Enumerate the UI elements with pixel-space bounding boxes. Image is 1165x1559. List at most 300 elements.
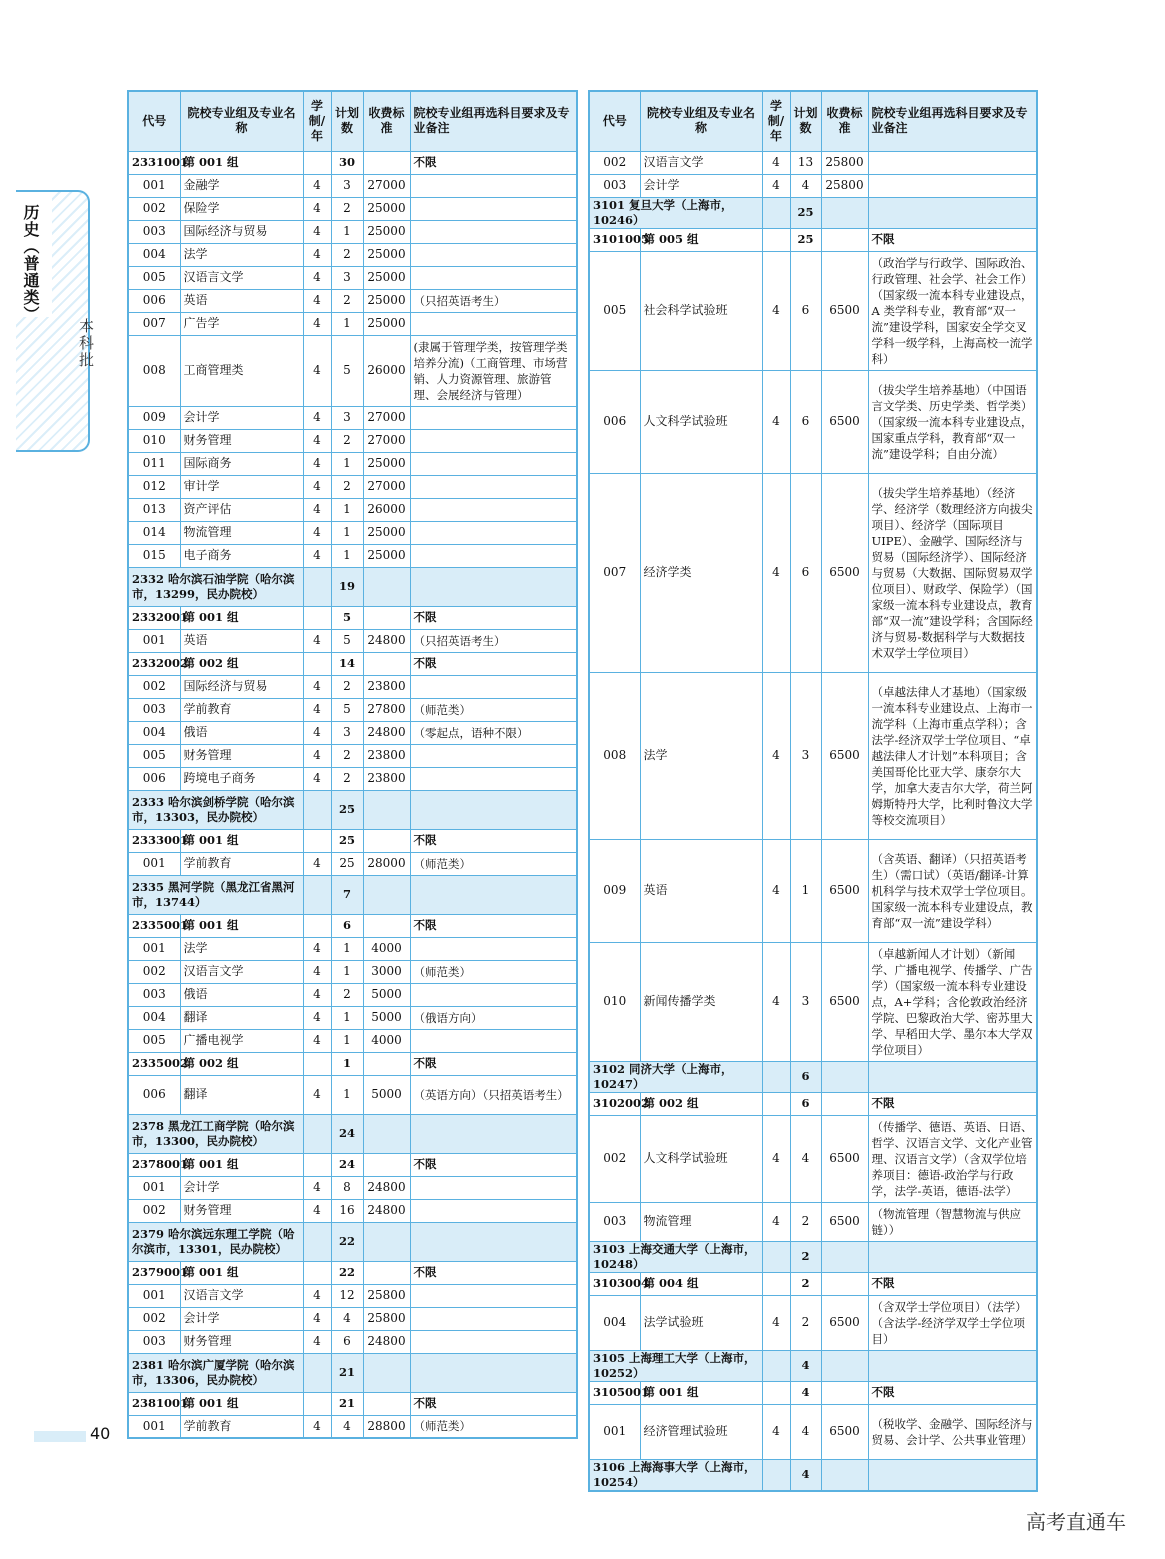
remarks-cell — [410, 1114, 577, 1153]
school-name: 3106 上海海事大学（上海市，10254） — [589, 1459, 762, 1491]
plan-count: 4 — [790, 174, 821, 197]
major-years: 4 — [762, 370, 790, 473]
major-name: 工商管理类 — [180, 335, 303, 406]
group-code: 3102002 — [589, 1092, 640, 1115]
tuition-fee: 6500 — [821, 1404, 868, 1459]
tuition-fee: 6500 — [821, 251, 868, 370]
major-row — [128, 744, 577, 767]
school-row — [128, 1114, 577, 1153]
major-years: 4 — [303, 1199, 331, 1222]
major-code: 009 — [128, 406, 180, 429]
years-cell — [303, 1052, 331, 1075]
major-name: 会计学 — [640, 174, 762, 197]
major-code: 011 — [128, 452, 180, 475]
major-code: 002 — [128, 197, 180, 220]
major-row — [128, 289, 577, 312]
major-remarks — [410, 429, 577, 452]
major-code: 003 — [128, 1330, 180, 1353]
major-name: 英语 — [180, 289, 303, 312]
plan-count: 19 — [331, 567, 363, 606]
years-cell — [303, 652, 331, 675]
major-years: 4 — [303, 1330, 331, 1353]
major-remarks: （传播学、德语、英语、日语、哲学、汉语言文学、文化产业管理、汉语言文学）（含双学位培养项目：德语-政治学与行政学，法学-英语，德语-法学） — [868, 1115, 1037, 1202]
group-code: 2331001 — [128, 151, 180, 174]
major-row — [128, 698, 577, 721]
plan-count: 1 — [331, 960, 363, 983]
fee-cell — [363, 1222, 410, 1261]
tuition-fee: 23800 — [363, 767, 410, 790]
major-code: 002 — [589, 1115, 640, 1202]
fee-cell — [363, 875, 410, 914]
years-cell — [762, 1241, 790, 1272]
major-name: 财务管理 — [180, 1199, 303, 1222]
major-code: 005 — [128, 266, 180, 289]
tuition-fee: 26000 — [363, 335, 410, 406]
group-code: 2379001 — [128, 1261, 180, 1284]
major-years: 4 — [303, 852, 331, 875]
major-years: 4 — [303, 521, 331, 544]
group-code: 3101005 — [589, 228, 640, 251]
major-row — [128, 1075, 577, 1114]
group-row — [128, 829, 577, 852]
major-row — [128, 220, 577, 243]
plan-count: 25 — [331, 790, 363, 829]
plan-count: 5 — [331, 698, 363, 721]
major-years: 4 — [303, 1176, 331, 1199]
years-cell — [762, 1092, 790, 1115]
header-code: 代号 — [128, 91, 180, 151]
major-remarks — [410, 521, 577, 544]
group-name: 第 001 组 — [180, 1261, 303, 1284]
major-remarks: （零起点，语种不限） — [410, 721, 577, 744]
major-remarks: （只招英语考生） — [410, 629, 577, 652]
tuition-fee: 23800 — [363, 675, 410, 698]
major-years: 4 — [303, 197, 331, 220]
plan-count: 24 — [331, 1114, 363, 1153]
major-remarks — [410, 744, 577, 767]
major-name: 电子商务 — [180, 544, 303, 567]
group-row — [589, 1381, 1037, 1404]
school-name: 2378 黑龙江工商学院（哈尔滨市，13300，民办院校） — [128, 1114, 303, 1153]
major-name: 新闻传播学类 — [640, 942, 762, 1061]
major-code: 003 — [128, 983, 180, 1006]
major-code: 003 — [128, 698, 180, 721]
plan-count: 6 — [331, 914, 363, 937]
group-code: 2381001 — [128, 1392, 180, 1415]
plan-count: 2 — [331, 243, 363, 266]
subject-requirement: 不限 — [410, 914, 577, 937]
major-code: 005 — [128, 1029, 180, 1052]
group-row — [128, 914, 577, 937]
major-name: 人文科学试验班 — [640, 370, 762, 473]
fee-cell — [363, 1353, 410, 1392]
major-years: 4 — [762, 174, 790, 197]
group-code: 2335002 — [128, 1052, 180, 1075]
major-remarks: （只招英语考生） — [410, 289, 577, 312]
major-code: 013 — [128, 498, 180, 521]
major-remarks — [410, 1330, 577, 1353]
major-row — [128, 983, 577, 1006]
tuition-fee: 4000 — [363, 1029, 410, 1052]
major-row — [589, 174, 1037, 197]
major-name: 汉语言文学 — [180, 266, 303, 289]
plan-count: 1 — [331, 1052, 363, 1075]
major-remarks — [410, 406, 577, 429]
section-tab — [16, 190, 95, 452]
major-code: 004 — [589, 1295, 640, 1350]
plan-count: 12 — [331, 1284, 363, 1307]
major-row — [589, 151, 1037, 174]
admission-table-right — [588, 90, 1038, 1492]
fee-cell — [821, 1350, 868, 1381]
major-remarks — [410, 675, 577, 698]
years-cell — [303, 1222, 331, 1261]
years-cell — [762, 1350, 790, 1381]
school-row — [589, 1459, 1037, 1491]
major-row — [128, 475, 577, 498]
header-name: 院校专业组及专业名称 — [180, 91, 303, 151]
plan-count: 2 — [331, 197, 363, 220]
major-years: 4 — [303, 498, 331, 521]
tuition-fee: 25000 — [363, 312, 410, 335]
plan-count: 2 — [790, 1295, 821, 1350]
plan-count: 1 — [331, 452, 363, 475]
plan-count: 4 — [790, 1350, 821, 1381]
major-years: 4 — [762, 672, 790, 839]
major-years: 4 — [303, 174, 331, 197]
plan-count: 4 — [790, 1381, 821, 1404]
plan-count: 1 — [331, 312, 363, 335]
group-row — [128, 1261, 577, 1284]
plan-count: 3 — [331, 406, 363, 429]
plan-count: 1 — [331, 1075, 363, 1114]
fee-cell — [821, 1381, 868, 1404]
group-code: 2332001 — [128, 606, 180, 629]
tuition-fee: 6500 — [821, 1295, 868, 1350]
group-row — [128, 1052, 577, 1075]
years-cell — [303, 790, 331, 829]
subject-requirement: 不限 — [410, 606, 577, 629]
group-code: 3103004 — [589, 1272, 640, 1295]
group-row — [128, 1153, 577, 1176]
group-code: 2332002 — [128, 652, 180, 675]
major-years: 4 — [303, 629, 331, 652]
major-name: 俄语 — [180, 721, 303, 744]
major-name: 法学 — [180, 937, 303, 960]
major-code: 003 — [128, 220, 180, 243]
major-years: 4 — [303, 1006, 331, 1029]
group-name: 第 002 组 — [180, 652, 303, 675]
remarks-cell — [410, 790, 577, 829]
tuition-fee: 25800 — [821, 174, 868, 197]
tuition-fee: 25000 — [363, 289, 410, 312]
major-years: 4 — [762, 1115, 790, 1202]
major-years: 4 — [303, 744, 331, 767]
major-code: 005 — [589, 251, 640, 370]
major-row — [128, 721, 577, 744]
plan-count: 6 — [790, 1092, 821, 1115]
major-row — [128, 1029, 577, 1052]
school-row — [128, 875, 577, 914]
plan-count: 1 — [331, 498, 363, 521]
tuition-fee: 3000 — [363, 960, 410, 983]
major-name: 会计学 — [180, 406, 303, 429]
major-years: 4 — [762, 473, 790, 672]
major-name: 法学 — [180, 243, 303, 266]
plan-count: 4 — [790, 1404, 821, 1459]
major-row — [128, 312, 577, 335]
major-years: 4 — [303, 767, 331, 790]
major-code: 002 — [128, 1307, 180, 1330]
plan-count: 6 — [790, 473, 821, 672]
major-row — [128, 767, 577, 790]
major-remarks — [410, 312, 577, 335]
major-code: 003 — [589, 174, 640, 197]
major-row — [128, 406, 577, 429]
major-code: 004 — [128, 243, 180, 266]
major-name: 汉语言文学 — [640, 151, 762, 174]
major-name: 物流管理 — [640, 1202, 762, 1241]
major-years: 4 — [303, 1075, 331, 1114]
fee-cell — [363, 652, 410, 675]
admission-table-left — [127, 90, 578, 1439]
major-name: 社会科学试验班 — [640, 251, 762, 370]
plan-count: 8 — [331, 1176, 363, 1199]
fee-cell — [821, 1459, 868, 1491]
group-row — [589, 1092, 1037, 1115]
years-cell — [303, 1261, 331, 1284]
major-code: 008 — [128, 335, 180, 406]
major-remarks — [410, 174, 577, 197]
group-row — [589, 228, 1037, 251]
header-remarks: 院校专业组再选科目要求及专业备注 — [410, 91, 577, 151]
fee-cell — [363, 151, 410, 174]
tuition-fee: 23800 — [363, 744, 410, 767]
plan-count: 4 — [790, 1459, 821, 1491]
major-row — [128, 629, 577, 652]
plan-count: 6 — [331, 1330, 363, 1353]
major-row — [589, 251, 1037, 370]
school-name: 2332 哈尔滨石油学院（哈尔滨市，13299，民办院校） — [128, 567, 303, 606]
school-row — [128, 1353, 577, 1392]
plan-count: 25 — [790, 197, 821, 228]
major-remarks — [868, 174, 1037, 197]
years-cell — [303, 875, 331, 914]
major-code: 001 — [128, 1284, 180, 1307]
major-remarks: （含英语、翻译）（只招英语考生）（需口试）（英语/翻译-计算机科学与技术双学士学位项目。国家级一流本科专业建设点，教育部“双一流”建设学科） — [868, 839, 1037, 942]
plan-count: 2 — [331, 767, 363, 790]
subject-requirement: 不限 — [410, 1392, 577, 1415]
subject-requirement: 不限 — [868, 1272, 1037, 1295]
tuition-fee: 26000 — [363, 498, 410, 521]
tuition-fee: 25800 — [363, 1307, 410, 1330]
tuition-fee: 25000 — [363, 220, 410, 243]
years-cell — [303, 151, 331, 174]
major-remarks — [410, 452, 577, 475]
major-years: 4 — [303, 475, 331, 498]
tuition-fee: 5000 — [363, 1006, 410, 1029]
major-years: 4 — [303, 698, 331, 721]
plan-count: 3 — [790, 942, 821, 1061]
major-row — [128, 1307, 577, 1330]
tuition-fee: 25000 — [363, 243, 410, 266]
remarks-cell — [410, 567, 577, 606]
plan-count: 21 — [331, 1353, 363, 1392]
tuition-fee: 25000 — [363, 544, 410, 567]
group-row — [128, 1392, 577, 1415]
school-row — [128, 790, 577, 829]
major-years: 4 — [303, 429, 331, 452]
tuition-fee: 25000 — [363, 452, 410, 475]
header-fee: 收费标准 — [363, 91, 410, 151]
major-years: 4 — [762, 151, 790, 174]
major-name: 经济管理试验班 — [640, 1404, 762, 1459]
group-name: 第 001 组 — [640, 1381, 762, 1404]
major-years: 4 — [303, 1415, 331, 1438]
major-name: 会计学 — [180, 1176, 303, 1199]
plan-count: 7 — [331, 875, 363, 914]
tuition-fee: 28000 — [363, 852, 410, 875]
tuition-fee: 27000 — [363, 174, 410, 197]
major-code: 007 — [589, 473, 640, 672]
plan-count: 2 — [790, 1272, 821, 1295]
plan-count: 16 — [331, 1199, 363, 1222]
remarks-cell — [410, 875, 577, 914]
group-name: 第 005 组 — [640, 228, 762, 251]
group-name: 第 001 组 — [180, 1392, 303, 1415]
major-code: 001 — [128, 852, 180, 875]
years-cell — [303, 914, 331, 937]
fee-cell — [821, 1272, 868, 1295]
tuition-fee: 25800 — [821, 151, 868, 174]
fee-cell — [363, 829, 410, 852]
major-remarks: （英语方向）（只招英语考生） — [410, 1075, 577, 1114]
group-name: 第 001 组 — [180, 829, 303, 852]
years-cell — [762, 228, 790, 251]
major-row — [128, 335, 577, 406]
major-remarks — [410, 544, 577, 567]
school-name: 2333 哈尔滨剑桥学院（哈尔滨市，13303，民办院校） — [128, 790, 303, 829]
plan-count: 1 — [331, 1029, 363, 1052]
tuition-fee: 6500 — [821, 370, 868, 473]
years-cell — [303, 567, 331, 606]
major-code: 002 — [128, 1199, 180, 1222]
tuition-fee: 6500 — [821, 942, 868, 1061]
group-name: 第 002 组 — [180, 1052, 303, 1075]
plan-count: 25 — [790, 228, 821, 251]
major-row — [128, 174, 577, 197]
tuition-fee: 6500 — [821, 473, 868, 672]
plan-count: 21 — [331, 1392, 363, 1415]
major-name: 审计学 — [180, 475, 303, 498]
section-category: 历史（普通类） — [21, 204, 40, 323]
header-code: 代号 — [589, 91, 640, 151]
fee-cell — [363, 567, 410, 606]
remarks-cell — [410, 1222, 577, 1261]
major-remarks — [410, 243, 577, 266]
subject-requirement: 不限 — [410, 1261, 577, 1284]
major-years: 4 — [303, 220, 331, 243]
major-row — [589, 1202, 1037, 1241]
section-batch: 本科批 — [77, 318, 95, 369]
years-cell — [762, 1061, 790, 1092]
major-code: 004 — [128, 1006, 180, 1029]
major-years: 4 — [303, 937, 331, 960]
remarks-cell — [868, 1241, 1037, 1272]
major-years: 4 — [303, 721, 331, 744]
page-number-bar — [34, 1431, 86, 1442]
subject-requirement: 不限 — [868, 1381, 1037, 1404]
fee-cell — [363, 1261, 410, 1284]
table-header — [589, 91, 1037, 151]
major-code: 002 — [128, 675, 180, 698]
plan-count: 25 — [331, 852, 363, 875]
header-years: 学制/年 — [762, 91, 790, 151]
plan-count: 4 — [790, 1115, 821, 1202]
tuition-fee: 6500 — [821, 1202, 868, 1241]
remarks-cell — [868, 1350, 1037, 1381]
plan-count: 24 — [331, 1153, 363, 1176]
major-years: 4 — [303, 675, 331, 698]
major-row — [128, 675, 577, 698]
group-row — [128, 652, 577, 675]
major-years: 4 — [303, 335, 331, 406]
major-remarks: （卓越新闻人才计划）（新闻学、广播电视学、传播学、广告学）（国家级一流本科专业建设点，A+学科；含伦敦政治经济学院、巴黎政治大学、密苏里大学、早稻田大学、墨尔本大学双学位项目） — [868, 942, 1037, 1061]
major-row — [128, 498, 577, 521]
major-remarks — [868, 151, 1037, 174]
fee-cell — [363, 606, 410, 629]
tuition-fee: 24800 — [363, 721, 410, 744]
years-cell — [303, 1392, 331, 1415]
header-plan: 计划数 — [331, 91, 363, 151]
major-years: 4 — [303, 289, 331, 312]
major-name: 国际经济与贸易 — [180, 675, 303, 698]
major-years: 4 — [762, 839, 790, 942]
group-row — [128, 606, 577, 629]
group-name: 第 001 组 — [180, 1153, 303, 1176]
fee-cell — [363, 1392, 410, 1415]
group-row — [128, 151, 577, 174]
major-code: 007 — [128, 312, 180, 335]
major-remarks: (隶属于管理学类，按管理学类培养分流)（工商管理、市场营销、人力资源管理、旅游管理、会展经济与管理） — [410, 335, 577, 406]
major-row — [128, 1176, 577, 1199]
major-code: 004 — [128, 721, 180, 744]
major-name: 汉语言文学 — [180, 1284, 303, 1307]
major-row — [589, 370, 1037, 473]
major-remarks — [410, 498, 577, 521]
major-years: 4 — [303, 1284, 331, 1307]
group-name: 第 002 组 — [640, 1092, 762, 1115]
major-row — [589, 942, 1037, 1061]
major-name: 汉语言文学 — [180, 960, 303, 983]
tuition-fee: 27000 — [363, 406, 410, 429]
group-row — [589, 1272, 1037, 1295]
tuition-fee: 25000 — [363, 266, 410, 289]
plan-count: 6 — [790, 251, 821, 370]
major-remarks: （师范类） — [410, 852, 577, 875]
major-years: 4 — [303, 452, 331, 475]
major-row — [589, 1295, 1037, 1350]
major-remarks: （拔尖学生培养基地）（中国语言文学类、历史学类、哲学类）（国家级一流本科专业建设点，国家重点学科，教育部“双一流”建设学科；自由分流） — [868, 370, 1037, 473]
major-code: 012 — [128, 475, 180, 498]
group-name: 第 001 组 — [180, 914, 303, 937]
major-name: 学前教育 — [180, 852, 303, 875]
major-name: 国际经济与贸易 — [180, 220, 303, 243]
plan-count: 4 — [331, 1415, 363, 1438]
major-remarks — [410, 197, 577, 220]
major-years: 4 — [303, 266, 331, 289]
major-name: 财务管理 — [180, 1330, 303, 1353]
